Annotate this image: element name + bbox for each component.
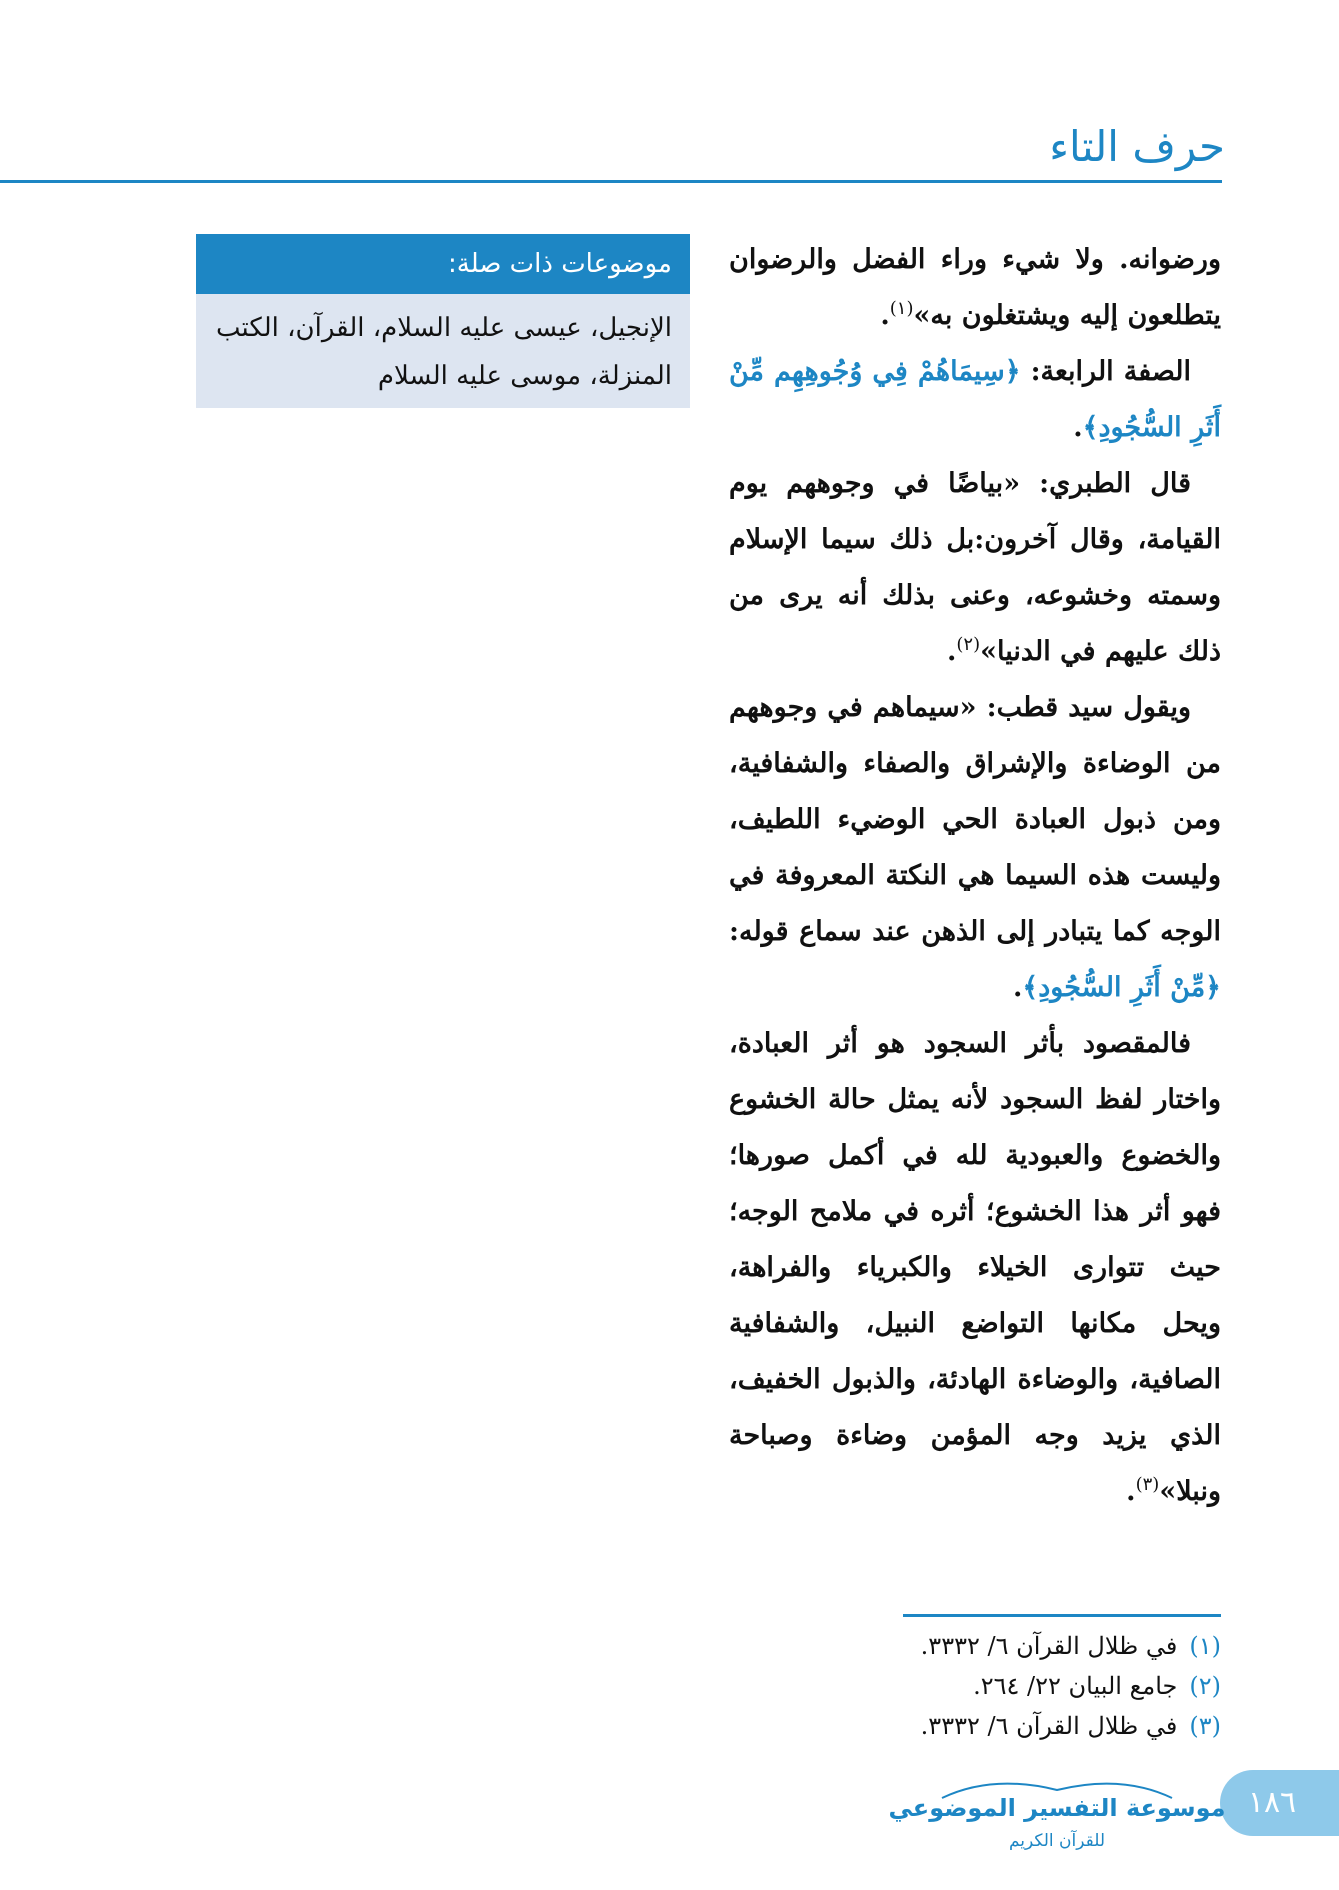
related-topics-box <box>196 234 690 408</box>
paragraph-5-end: . <box>1126 1476 1136 1507</box>
page-number: ١٨٦ <box>1247 1785 1297 1820</box>
paragraph-2 <box>729 344 1221 456</box>
paragraph-3 <box>729 456 1221 680</box>
footnote-item <box>721 1626 1221 1666</box>
footnote-rule <box>903 1614 1221 1617</box>
footnote-item <box>721 1666 1221 1706</box>
paragraph-5 <box>729 1016 1221 1520</box>
paragraph-4 <box>729 680 1221 1016</box>
paragraph-5-text: فالمقصود بأثر السجود هو أثر العبادة، واختار لفظ السجود لأنه يمثل حالة الخشوع والخضوع والعبودية لله في أكمل صورها؛ فهو أثر هذا الخشوع؛ أثره في ملامح الوجه؛ حيث تتوارى الخيلاء والكبرياء والفراهة، ويحل مكانها التواضع النبيل، والشفافية الصافية، والوضاءة الهادئة، والذبول الخفيف، الذي يزيد وجه المؤمن وضاءة وصباحة ونبلا» <box>729 1028 1221 1507</box>
paragraph-2-end: . <box>1073 412 1083 443</box>
footnote-text: جامع البيان ٢٢/ ٢٦٤. <box>973 1672 1178 1700</box>
footnotes-list <box>721 1626 1221 1746</box>
paragraph-1 <box>729 232 1221 344</box>
footnote-ref-2[interactable]: (٢) <box>956 634 981 655</box>
logo-subtitle: للقرآن الكريم <box>1008 1831 1106 1851</box>
footnote-text: في ظلال القرآن ٦/ ٣٣٣٢. <box>920 1712 1178 1740</box>
paragraph-1-end: . <box>880 300 890 331</box>
footnote-number: (١) <box>1189 1632 1221 1660</box>
paragraph-4-text: ويقول سيد قطب: «سيماهم في وجوههم من الوضاءة والإشراق والصفاء والشفافية، ومن ذبول العبادة الحي الوضيء اللطيف، وليست هذه السيما هي النكتة المعروفة في الوجه كما يتبادر إلى الذهن عند سماع قوله: <box>729 692 1221 947</box>
chapter-title: حرف التاء <box>1049 122 1225 171</box>
quran-verse-2: ﴿مِّنْ أَثَرِ السُّجُودِ﴾ <box>1022 972 1221 1003</box>
footnote-item <box>721 1706 1221 1746</box>
main-text-column <box>729 232 1221 1520</box>
paragraph-3-text: قال الطبري: «بياضًا في وجوههم يوم القيامة، وقال آخرون:بل ذلك سيما الإسلام وسمته وخشوعه، وعنى بذلك أنه يرى من ذلك عليهم في الدنيا» <box>729 468 1221 667</box>
paragraph-1-text: ورضوانه. ولا شيء وراء الفضل والرضوان يتطلعون إليه ويشتغلون به» <box>729 244 1221 331</box>
logo-title: موسوعة التفسير الموضوعي <box>888 1794 1226 1822</box>
paragraph-2-lead: الصفة الرابعة: <box>1020 356 1192 387</box>
quran-verse-1: ﴿سِيمَاهُمْ فِي وُجُوهِهِم مِّنْ أَثَرِ السُّجُودِ﴾ <box>729 356 1221 443</box>
paragraph-4-end: . <box>1013 972 1023 1003</box>
encyclopedia-logo <box>888 1768 1226 1860</box>
related-topics-title: موضوعات ذات صلة: <box>196 234 690 294</box>
footnote-number: (٢) <box>1189 1672 1221 1700</box>
footnote-number: (٣) <box>1189 1712 1221 1740</box>
header-rule <box>0 180 1222 183</box>
footnote-ref-3[interactable]: (٣) <box>1135 1474 1160 1495</box>
paragraph-3-end: . <box>946 636 957 667</box>
footnote-text: في ظلال القرآن ٦/ ٣٣٣٢. <box>920 1632 1178 1660</box>
related-topics-list: الإنجيل، عيسى عليه السلام، القرآن، الكتب المنزلة، موسى عليه السلام <box>196 294 690 408</box>
footnote-ref-1[interactable]: (١) <box>889 298 914 319</box>
